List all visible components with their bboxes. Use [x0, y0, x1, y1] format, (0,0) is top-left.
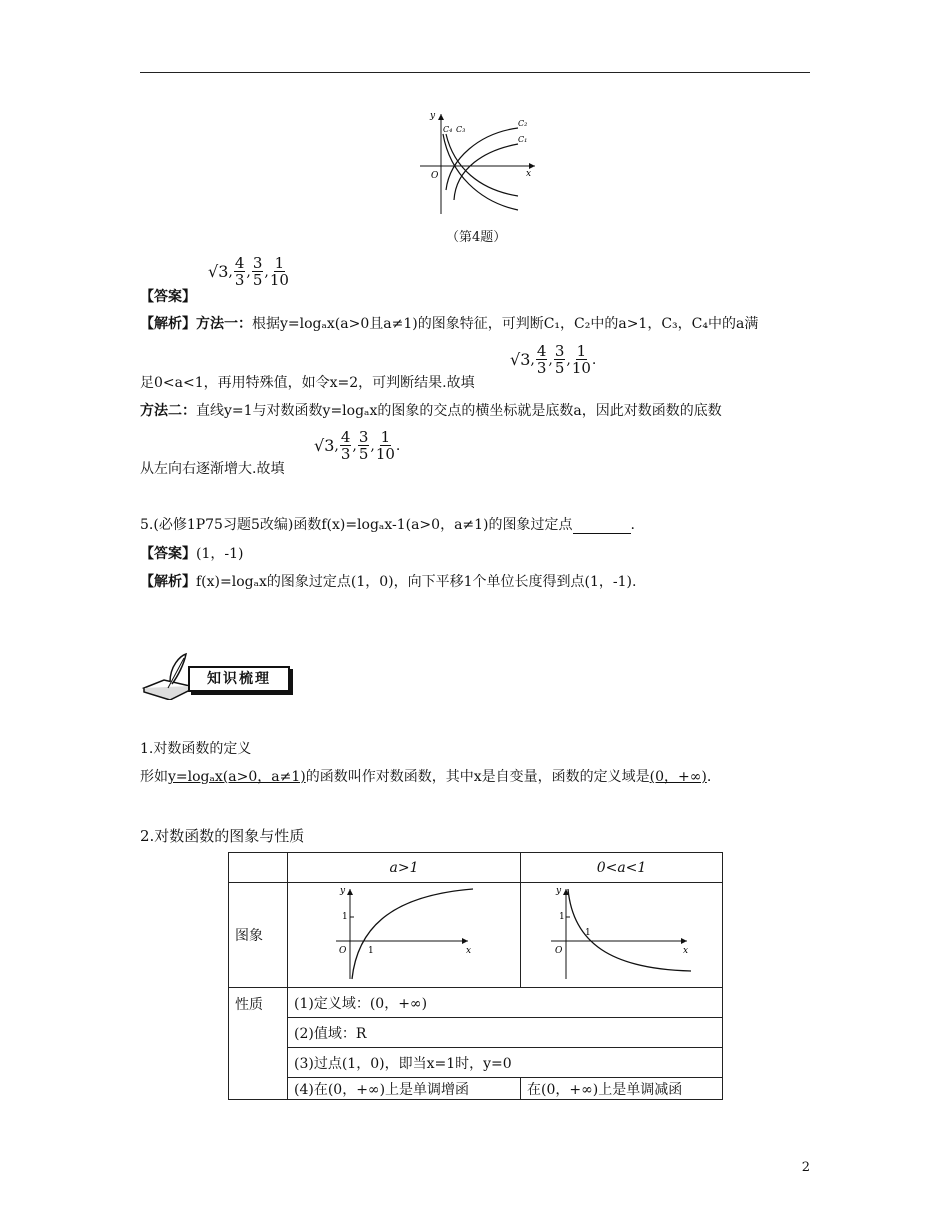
badge-label: 知识梳理 — [188, 666, 290, 692]
prop-mono-inc: (4)在(0，+∞)上是单调增函 — [288, 1078, 521, 1100]
sqrt3: √3 — [208, 262, 229, 281]
log-properties-table — [228, 852, 723, 1100]
svg-text:x: x — [466, 946, 472, 956]
answer-values-3: √3 , $\frac{4}{3}$ , $\frac{3}{5}$ , $\frac{1}{10}$ . — [314, 428, 401, 463]
row-props-label: 性质 — [229, 988, 288, 1100]
analysis-line-2: 足0<a<1，再用特殊值，如令x=2，可判断结果.故填 — [140, 375, 475, 391]
curve-c1 — [454, 144, 518, 200]
svg-text:y: y — [556, 886, 562, 896]
graph-increasing — [288, 883, 521, 988]
frac-3-5: $\frac{3}{5}$ — [252, 254, 263, 289]
answer-blank — [573, 519, 631, 534]
sec2-title: 2.对数函数的图象与性质 — [140, 827, 305, 845]
c3-label: C₃ — [456, 125, 466, 134]
frac-4-3: $\frac{4}{3}$ — [234, 254, 245, 289]
header-rule — [140, 72, 810, 73]
svg-text:1: 1 — [559, 912, 565, 922]
c1-label: C₁ — [518, 135, 528, 144]
prop-point: (3)过点(1，0)，即当x=1时，y=0 — [288, 1048, 723, 1078]
q5-answer: 【答案】(1，-1) — [140, 546, 244, 562]
method2-line-1: 方法二：直线y=1与对数函数y=logₐx的图象的交点的横坐标就是底数a，因此对数函数的底数 — [140, 403, 722, 419]
prop-domain: (1)定义域：(0，+∞) — [288, 988, 723, 1018]
sec1-title: 1.对数函数的定义 — [140, 741, 252, 757]
knowledge-badge — [140, 652, 290, 700]
svg-text:y: y — [340, 886, 346, 896]
prop-range: (2)值域：R — [288, 1018, 723, 1048]
answer-tag: 【答案】 — [140, 289, 196, 305]
svg-text:1: 1 — [342, 912, 348, 922]
figure-4-graph — [410, 108, 540, 218]
header-a-lt-1: 0<a<1 — [521, 853, 723, 883]
c2-label: C₂ — [518, 119, 528, 128]
header-a-gt-1: a>1 — [288, 853, 521, 883]
y-axis-label: y — [430, 111, 436, 121]
sec1-text: 形如y=logₐx(a>0，a≠1)的函数叫作对数函数，其中x是自变量，函数的定义域是(0，+∞). — [140, 769, 712, 785]
origin-label: O — [431, 171, 439, 181]
q5-question: 5.(必修1P75习题5改编)函数f(x)=logₐx-1(a>0，a≠1)的图象过定点 . — [140, 517, 635, 533]
svg-text:O: O — [555, 946, 563, 956]
svg-text:1: 1 — [368, 946, 374, 956]
analysis-line-1: 【解析】方法一：根据y=logₐx(a>0且a≠1)的图象特征，可判断C₁，C₂中的a>1，C₃，C₄中的a满 — [140, 316, 759, 332]
row-graph-label: 图象 — [229, 883, 288, 988]
q5-analysis: 【解析】f(x)=logₐx的图象过定点(1，0)，向下平移1个单位长度得到点(1，-1). — [140, 574, 637, 590]
graph-decreasing — [521, 883, 723, 988]
frac-1-10: $\frac{1}{10}$ — [269, 254, 289, 289]
c4-label: C₄ — [443, 125, 453, 134]
method2-line-2: 从左向右逐渐增大.故填 — [140, 461, 285, 477]
answer-values-2: √3 , $\frac{4}{3}$ , $\frac{3}{5}$ , $\frac{1}{10}$ . — [510, 342, 597, 377]
x-axis-label: x — [526, 169, 532, 179]
page-number: 2 — [801, 1160, 810, 1175]
figure-caption: （第4题） — [446, 230, 507, 245]
svg-text:x: x — [683, 946, 689, 956]
answer-values: √3 , $\frac{4}{3}$ , $\frac{3}{5}$ , $\frac{1}{10}$ — [208, 254, 289, 289]
prop-mono-dec: 在(0，+∞)上是单调减函 — [521, 1078, 723, 1100]
svg-text:1: 1 — [585, 928, 591, 938]
svg-text:O: O — [339, 946, 347, 956]
